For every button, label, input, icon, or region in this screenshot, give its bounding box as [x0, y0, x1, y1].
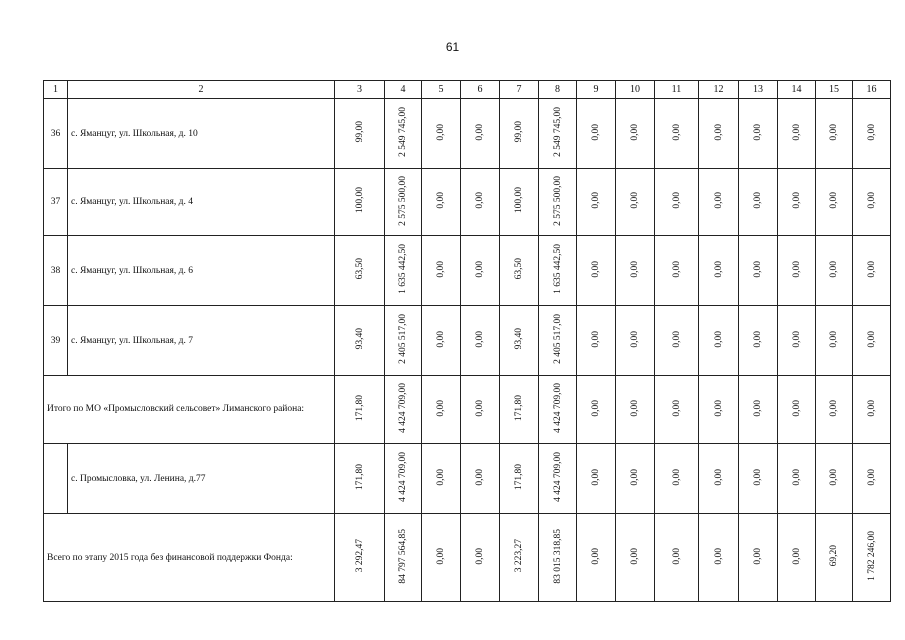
- value-text: 0,00: [591, 399, 601, 417]
- value-text: 4 424 709,00: [552, 452, 563, 502]
- value-text: 0,00: [436, 192, 446, 209]
- value-cell: [539, 376, 577, 444]
- row-number: 37: [44, 169, 68, 236]
- value-cell: [853, 99, 891, 169]
- value-cell: [816, 376, 853, 444]
- col-header: 1: [44, 81, 68, 99]
- table-row: [44, 306, 891, 376]
- value-text: 0,00: [866, 330, 877, 348]
- value-cell: [616, 376, 655, 444]
- value-cell: [699, 306, 739, 376]
- address-cell: с. Промысловка, ул. Ленина, д.77: [68, 444, 335, 514]
- col-header: 14: [778, 81, 816, 99]
- value-text: 0,00: [713, 330, 724, 348]
- value-text: 0,00: [713, 399, 724, 417]
- value-cell: [778, 169, 816, 236]
- value-cell: [461, 169, 500, 236]
- value-cell: [739, 236, 778, 306]
- value-cell: [335, 514, 385, 602]
- value-text: 84 797 564,85: [398, 528, 408, 584]
- value-text: 0,00: [475, 123, 485, 141]
- value-cell: [778, 444, 816, 514]
- value-text: 2 575 500,00: [552, 175, 563, 226]
- value-text: 0,00: [791, 123, 802, 141]
- value-cell: [500, 169, 539, 236]
- value-text: 100,00: [354, 187, 365, 214]
- value-text: 2 575 500,00: [398, 175, 408, 226]
- value-text: 0,00: [475, 399, 485, 417]
- value-text: 0,00: [829, 330, 839, 348]
- value-text: 0,00: [829, 399, 839, 417]
- value-cell: [816, 236, 853, 306]
- value-text: 0,00: [436, 330, 446, 348]
- value-text: 171,80: [514, 394, 524, 422]
- table-row: [44, 236, 891, 306]
- value-text: 0,00: [753, 399, 763, 417]
- total-label: Всего по этапу 2015 года без финансовой поддержки Фонда:: [44, 514, 335, 602]
- value-text: 99,00: [514, 121, 524, 143]
- value-text: 0,00: [436, 468, 446, 486]
- value-cell: [853, 376, 891, 444]
- value-cell: [385, 236, 422, 306]
- value-cell: [655, 444, 699, 514]
- value-text: 0,00: [753, 192, 763, 209]
- value-text: 0,00: [630, 547, 640, 565]
- value-cell: [853, 236, 891, 306]
- value-cell: [616, 169, 655, 236]
- value-text: 0,00: [630, 468, 640, 486]
- value-cell: [853, 514, 891, 602]
- value-cell: [335, 444, 385, 514]
- value-text: 4 424 709,00: [398, 452, 408, 502]
- value-cell: [539, 306, 577, 376]
- value-cell: [655, 169, 699, 236]
- value-cell: [500, 376, 539, 444]
- value-cell: [778, 376, 816, 444]
- value-cell: [335, 99, 385, 169]
- value-cell: [778, 236, 816, 306]
- value-text: 0,00: [630, 330, 640, 348]
- value-text: 0,00: [436, 260, 446, 278]
- value-cell: [699, 99, 739, 169]
- value-text: 0,00: [791, 468, 802, 486]
- value-text: 0,00: [436, 547, 446, 565]
- value-cell: [616, 444, 655, 514]
- value-text: 0,00: [591, 192, 601, 209]
- row-number: 39: [44, 306, 68, 376]
- value-text: 0,00: [591, 468, 601, 486]
- value-cell: [577, 99, 616, 169]
- value-text: 0,00: [829, 468, 839, 486]
- value-text: 171,80: [354, 394, 365, 422]
- value-text: 83 015 318,85: [552, 528, 563, 584]
- value-cell: [385, 514, 422, 602]
- address-cell: с. Яманцуг, ул. Школьная, д. 10: [68, 99, 335, 169]
- value-cell: [539, 444, 577, 514]
- value-cell: [422, 514, 461, 602]
- value-text: 0,00: [791, 547, 802, 565]
- address-cell: с. Яманцуг, ул. Школьная, д. 7: [68, 306, 335, 376]
- value-text: 0,00: [753, 547, 763, 565]
- col-header: 10: [616, 81, 655, 99]
- value-cell: [422, 306, 461, 376]
- value-text: 3 223,27: [514, 539, 524, 573]
- value-cell: [816, 99, 853, 169]
- value-text: 2 405 517,00: [552, 314, 563, 364]
- table-row: [44, 99, 891, 169]
- value-cell: [616, 514, 655, 602]
- value-cell: [461, 99, 500, 169]
- value-text: 0,00: [791, 330, 802, 348]
- subtotal-label: Итого по МО «Промысловский сельсовет» Лиманского района:: [44, 376, 335, 444]
- value-cell: [739, 514, 778, 602]
- value-text: 3 292,47: [354, 539, 365, 573]
- value-text: 0,00: [671, 330, 682, 348]
- value-cell: [699, 169, 739, 236]
- value-text: 63,50: [514, 258, 524, 280]
- value-text: 1 635 442,50: [552, 244, 563, 294]
- value-text: 0,00: [713, 123, 724, 141]
- value-cell: [816, 444, 853, 514]
- col-header: 4: [385, 81, 422, 99]
- value-cell: [385, 306, 422, 376]
- col-header: 16: [853, 81, 891, 99]
- table-row: [44, 169, 891, 236]
- value-text: 0,00: [436, 123, 446, 141]
- value-text: 0,00: [671, 260, 682, 278]
- value-text: 0,00: [866, 260, 877, 278]
- value-text: 0,00: [866, 468, 877, 486]
- value-cell: [385, 376, 422, 444]
- value-cell: [853, 306, 891, 376]
- value-cell: [616, 99, 655, 169]
- value-cell: [385, 99, 422, 169]
- value-cell: [461, 236, 500, 306]
- value-cell: [461, 514, 500, 602]
- row-number: 36: [44, 99, 68, 169]
- value-cell: [816, 306, 853, 376]
- value-cell: [335, 236, 385, 306]
- value-cell: [655, 514, 699, 602]
- col-header: 15: [816, 81, 853, 99]
- value-cell: [739, 376, 778, 444]
- value-text: 0,00: [713, 468, 724, 486]
- value-text: 99,00: [354, 121, 365, 143]
- value-text: 1 782 246,00: [866, 531, 877, 581]
- value-cell: [385, 444, 422, 514]
- value-text: 0,00: [630, 123, 640, 141]
- value-cell: [577, 514, 616, 602]
- value-cell: [577, 169, 616, 236]
- value-cell: [335, 169, 385, 236]
- row-number: 38: [44, 236, 68, 306]
- value-cell: [577, 236, 616, 306]
- value-cell: [778, 514, 816, 602]
- value-cell: [422, 376, 461, 444]
- value-text: 0,00: [475, 330, 485, 348]
- value-text: 0,00: [866, 192, 877, 209]
- value-cell: [500, 306, 539, 376]
- value-text: 0,00: [591, 330, 601, 348]
- value-cell: [461, 444, 500, 514]
- value-cell: [500, 444, 539, 514]
- value-cell: [739, 444, 778, 514]
- value-cell: [577, 444, 616, 514]
- value-text: 0,00: [753, 468, 763, 486]
- value-text: 93,40: [354, 328, 365, 350]
- value-cell: [616, 236, 655, 306]
- address-cell: с. Яманцуг, ул. Школьная, д. 4: [68, 169, 335, 236]
- col-header: 9: [577, 81, 616, 99]
- value-cell: [853, 169, 891, 236]
- value-cell: [422, 236, 461, 306]
- col-header: 11: [655, 81, 699, 99]
- value-cell: [500, 236, 539, 306]
- value-text: 0,00: [713, 192, 724, 209]
- value-cell: [853, 444, 891, 514]
- value-text: 93,40: [514, 328, 524, 350]
- value-cell: [335, 376, 385, 444]
- value-text: 100,00: [514, 187, 524, 214]
- value-cell: [539, 236, 577, 306]
- value-cell: [577, 376, 616, 444]
- col-header: 6: [461, 81, 500, 99]
- value-cell: [739, 99, 778, 169]
- value-cell: [500, 514, 539, 602]
- value-text: 0,00: [791, 399, 802, 417]
- value-text: 0,00: [436, 399, 446, 417]
- value-text: 0,00: [753, 330, 763, 348]
- address-cell: с. Яманцуг, ул. Школьная, д. 6: [68, 236, 335, 306]
- value-text: 4 424 709,00: [552, 383, 563, 433]
- page-number: 61: [445, 40, 460, 54]
- value-cell: [577, 306, 616, 376]
- value-text: 0,00: [791, 260, 802, 278]
- value-text: 171,80: [354, 463, 365, 491]
- value-text: 0,00: [630, 399, 640, 417]
- value-cell: [699, 514, 739, 602]
- table-row: [44, 444, 891, 514]
- value-text: 0,00: [829, 123, 839, 141]
- col-header: 2: [68, 81, 335, 99]
- value-text: 0,00: [829, 260, 839, 278]
- value-text: 0,00: [475, 547, 485, 565]
- value-text: 0,00: [753, 260, 763, 278]
- value-cell: [655, 306, 699, 376]
- value-cell: [699, 444, 739, 514]
- row-number: [44, 444, 68, 514]
- value-cell: [816, 169, 853, 236]
- value-text: 0,00: [630, 260, 640, 278]
- value-cell: [778, 306, 816, 376]
- value-text: 0,00: [753, 123, 763, 141]
- value-text: 0,00: [671, 547, 682, 565]
- value-cell: [500, 99, 539, 169]
- value-text: 0,00: [866, 399, 877, 417]
- value-text: 0,00: [713, 260, 724, 278]
- value-cell: [739, 306, 778, 376]
- col-header: 3: [335, 81, 385, 99]
- value-text: 69,20: [829, 545, 839, 567]
- value-cell: [816, 514, 853, 602]
- header-row: [44, 81, 891, 99]
- value-text: 2 549 745,00: [552, 107, 563, 157]
- col-header: 5: [422, 81, 461, 99]
- value-cell: [778, 99, 816, 169]
- value-cell: [739, 169, 778, 236]
- value-cell: [616, 306, 655, 376]
- value-text: 0,00: [791, 192, 802, 209]
- value-cell: [655, 236, 699, 306]
- value-text: 0,00: [475, 192, 485, 209]
- value-cell: [335, 306, 385, 376]
- value-text: 0,00: [475, 468, 485, 486]
- col-header: 7: [500, 81, 539, 99]
- col-header: 8: [539, 81, 577, 99]
- value-text: 1 635 442,50: [398, 244, 408, 294]
- col-header: 12: [699, 81, 739, 99]
- value-cell: [539, 99, 577, 169]
- value-cell: [655, 376, 699, 444]
- value-text: 2 549 745,00: [398, 107, 408, 157]
- value-text: 4 424 709,00: [398, 383, 408, 433]
- value-text: 0,00: [671, 192, 682, 209]
- value-cell: [655, 99, 699, 169]
- value-cell: [461, 376, 500, 444]
- value-cell: [385, 169, 422, 236]
- value-text: 0,00: [591, 123, 601, 141]
- value-cell: [422, 169, 461, 236]
- value-text: 0,00: [713, 547, 724, 565]
- value-text: 0,00: [591, 260, 601, 278]
- budget-table: [43, 80, 891, 602]
- value-text: 0,00: [630, 192, 640, 209]
- col-header: 13: [739, 81, 778, 99]
- value-cell: [539, 169, 577, 236]
- total-row: [44, 514, 891, 602]
- value-text: 0,00: [671, 123, 682, 141]
- value-text: 63,50: [354, 258, 365, 280]
- value-cell: [422, 99, 461, 169]
- value-cell: [539, 514, 577, 602]
- value-text: 0,00: [829, 192, 839, 209]
- value-text: 0,00: [591, 547, 601, 565]
- value-text: 171,80: [514, 463, 524, 491]
- value-text: 0,00: [671, 468, 682, 486]
- value-text: 0,00: [671, 399, 682, 417]
- value-cell: [699, 236, 739, 306]
- value-cell: [699, 376, 739, 444]
- value-cell: [461, 306, 500, 376]
- value-text: 0,00: [475, 260, 485, 278]
- value-text: 2 405 517,00: [398, 314, 408, 364]
- subtotal-row: [44, 376, 891, 444]
- value-cell: [422, 444, 461, 514]
- value-text: 0,00: [866, 123, 877, 141]
